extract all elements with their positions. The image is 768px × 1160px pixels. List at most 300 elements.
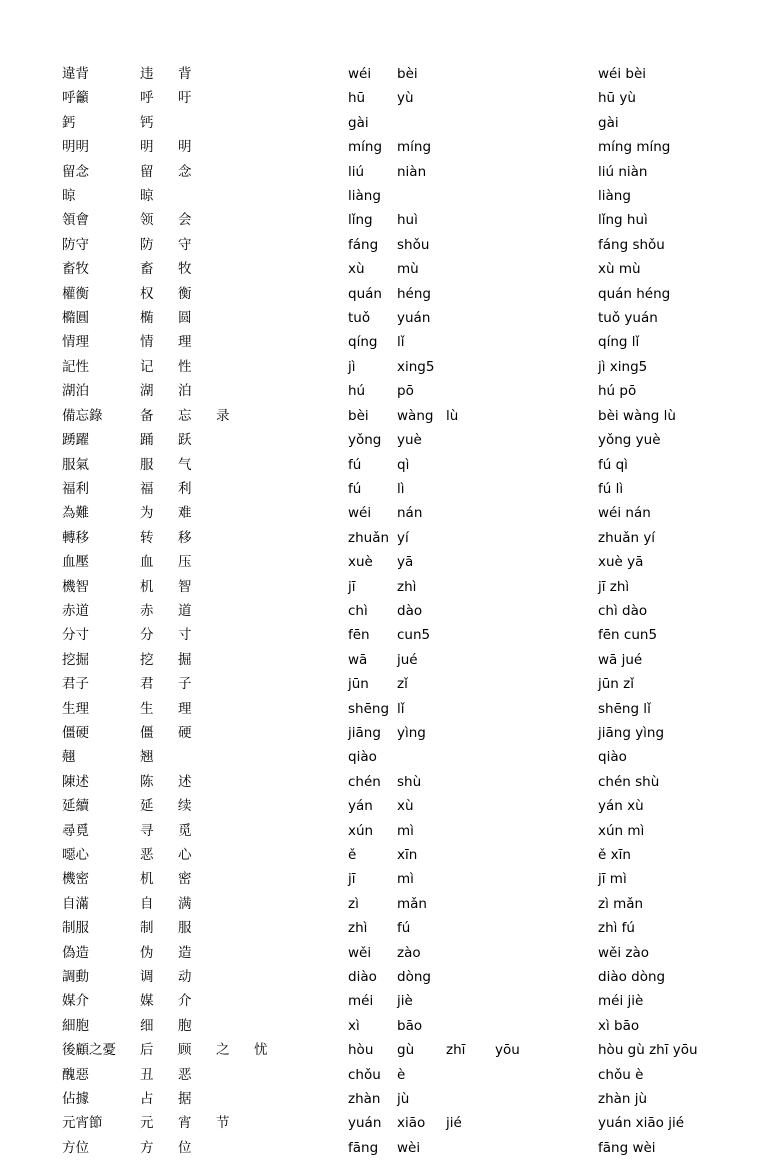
- syllable-pinyin: xing5: [397, 358, 435, 375]
- traditional-word: 湖泊: [62, 383, 89, 400]
- traditional-word: 橢圓: [62, 310, 89, 327]
- simplified-character: [254, 501, 292, 525]
- column-spacer: [292, 697, 348, 721]
- vocabulary-row: [62, 575, 768, 599]
- simplified-character: 圆: [178, 310, 192, 327]
- syllable-pinyin: [495, 306, 544, 330]
- simplified-character: 畜: [140, 261, 154, 278]
- simplified-character: [254, 404, 292, 428]
- syllable-pinyin: jiè: [397, 993, 413, 1010]
- syllable-pinyin: [446, 892, 495, 916]
- column-spacer: [292, 916, 348, 940]
- column-spacer: [292, 843, 348, 867]
- simplified-character: 录: [216, 407, 230, 424]
- syllable-pinyin: quán: [348, 285, 382, 302]
- syllable-pinyin: fēn: [348, 627, 370, 644]
- traditional-word: 生理: [62, 700, 89, 717]
- vocabulary-row: [62, 721, 768, 745]
- simplified-character: 媒: [140, 993, 154, 1010]
- column-spacer: [292, 1087, 348, 1111]
- simplified-character: [254, 770, 292, 794]
- simplified-character: 硬: [178, 724, 192, 741]
- traditional-word: 記性: [62, 358, 89, 375]
- syllable-pinyin: [446, 160, 495, 184]
- column-spacer: [544, 819, 598, 843]
- vocabulary-row: [62, 623, 768, 647]
- syllable-pinyin: [397, 111, 446, 135]
- simplified-character: 机: [140, 578, 154, 595]
- simplified-character: [254, 257, 292, 281]
- simplified-character: [254, 843, 292, 867]
- simplified-character: 转: [140, 529, 154, 546]
- simplified-character: 节: [216, 1115, 230, 1132]
- vocabulary-row: [62, 160, 768, 184]
- combined-pinyin: fáng shǒu: [598, 236, 665, 253]
- traditional-word: 領會: [62, 212, 89, 229]
- simplified-character: [254, 526, 292, 550]
- syllable-pinyin: yìng: [397, 724, 426, 741]
- simplified-character: [254, 819, 292, 843]
- syllable-pinyin: cun5: [397, 627, 431, 644]
- syllable-pinyin: jì: [348, 358, 356, 375]
- simplified-character: 生: [140, 700, 154, 717]
- syllable-pinyin: yù: [397, 90, 414, 107]
- syllable-pinyin: chǒu: [348, 1066, 381, 1083]
- column-spacer: [292, 892, 348, 916]
- simplified-character: [216, 111, 254, 135]
- syllable-pinyin: [446, 184, 495, 208]
- syllable-pinyin: niàn: [397, 163, 427, 180]
- syllable-pinyin: mì: [397, 871, 414, 888]
- syllable-pinyin: [495, 501, 544, 525]
- syllable-pinyin: [446, 111, 495, 135]
- syllable-pinyin: [446, 867, 495, 891]
- syllable-pinyin: [446, 794, 495, 818]
- combined-pinyin: jī mì: [598, 871, 627, 888]
- traditional-word: 君子: [62, 676, 89, 693]
- simplified-character: 道: [178, 602, 192, 619]
- syllable-pinyin: [446, 965, 495, 989]
- simplified-character: 性: [178, 358, 192, 375]
- vocabulary-row: [62, 648, 768, 672]
- syllable-pinyin: huì: [397, 212, 418, 229]
- combined-pinyin: chǒu è: [598, 1066, 644, 1083]
- column-spacer: [292, 501, 348, 525]
- traditional-word: 媒介: [62, 993, 89, 1010]
- simplified-character: [254, 1136, 292, 1160]
- column-spacer: [292, 1038, 348, 1062]
- simplified-character: 介: [178, 993, 192, 1010]
- simplified-character: [254, 623, 292, 647]
- vocabulary-row: [62, 941, 768, 965]
- syllable-pinyin: bāo: [397, 1017, 423, 1034]
- traditional-word: 血壓: [62, 554, 89, 571]
- vocabulary-row: [62, 745, 768, 769]
- syllable-pinyin: [397, 184, 446, 208]
- vocabulary-row: [62, 1111, 768, 1135]
- syllable-pinyin: è: [397, 1066, 406, 1083]
- combined-pinyin: jūn zǐ: [598, 676, 634, 693]
- column-spacer: [292, 184, 348, 208]
- combined-pinyin: yǒng yuè: [598, 432, 661, 449]
- combined-pinyin: quán héng: [598, 285, 671, 302]
- syllable-pinyin: hū: [348, 90, 366, 107]
- syllable-pinyin: [495, 379, 544, 403]
- vocabulary-row: [62, 770, 768, 794]
- combined-pinyin: xì bāo: [598, 1017, 640, 1034]
- syllable-pinyin: lǐng: [348, 212, 373, 229]
- simplified-character: 寸: [178, 627, 192, 644]
- simplified-character: [254, 208, 292, 232]
- syllable-pinyin: [495, 575, 544, 599]
- syllable-pinyin: [446, 86, 495, 110]
- simplified-character: [254, 1111, 292, 1135]
- traditional-word: 留念: [62, 163, 89, 180]
- column-spacer: [292, 623, 348, 647]
- simplified-character: [254, 697, 292, 721]
- syllable-pinyin: [495, 111, 544, 135]
- simplified-character: [216, 306, 254, 330]
- column-spacer: [544, 721, 598, 745]
- simplified-character: [254, 160, 292, 184]
- simplified-character: [254, 355, 292, 379]
- column-spacer: [292, 355, 348, 379]
- simplified-character: 智: [178, 578, 192, 595]
- column-spacer: [292, 550, 348, 574]
- syllable-pinyin: [495, 135, 544, 159]
- simplified-character: [254, 135, 292, 159]
- simplified-character: [216, 86, 254, 110]
- simplified-character: 气: [178, 456, 192, 473]
- column-spacer: [544, 257, 598, 281]
- combined-pinyin: jì xing5: [598, 358, 648, 375]
- syllable-pinyin: yán: [348, 798, 373, 815]
- vocabulary-row: [62, 233, 768, 257]
- column-spacer: [292, 453, 348, 477]
- simplified-character: 调: [140, 969, 154, 986]
- simplified-character: [254, 867, 292, 891]
- simplified-character: [216, 770, 254, 794]
- combined-pinyin: yuán xiāo jié: [598, 1115, 685, 1132]
- syllable-pinyin: [446, 257, 495, 281]
- traditional-word: 延續: [62, 798, 89, 815]
- simplified-character: 防: [140, 236, 154, 253]
- combined-pinyin: diào dòng: [598, 969, 666, 986]
- simplified-character: [216, 355, 254, 379]
- vocabulary-row: [62, 1038, 768, 1062]
- syllable-pinyin: chén: [348, 773, 381, 790]
- combined-pinyin: qíng lǐ: [598, 334, 640, 351]
- column-spacer: [544, 233, 598, 257]
- traditional-word: 自滿: [62, 895, 89, 912]
- syllable-pinyin: liàng: [348, 188, 381, 205]
- simplified-character: 造: [178, 944, 192, 961]
- syllable-pinyin: [495, 672, 544, 696]
- simplified-character: 机: [140, 871, 154, 888]
- simplified-character: [216, 208, 254, 232]
- column-spacer: [544, 965, 598, 989]
- traditional-word: 陳述: [62, 773, 89, 790]
- traditional-word: 制服: [62, 920, 89, 937]
- simplified-character: [216, 1063, 254, 1087]
- simplified-character: [216, 282, 254, 306]
- simplified-character: [216, 330, 254, 354]
- syllable-pinyin: héng: [397, 285, 431, 302]
- syllable-pinyin: zào: [397, 944, 421, 961]
- simplified-character: 细: [140, 1017, 154, 1034]
- simplified-character: 恶: [140, 847, 154, 863]
- simplified-character: [254, 550, 292, 574]
- syllable-pinyin: [446, 1014, 495, 1038]
- simplified-character: 念: [178, 163, 192, 180]
- simplified-character: [216, 233, 254, 257]
- combined-pinyin: míng míng: [598, 139, 671, 156]
- simplified-character: [254, 1014, 292, 1038]
- combined-pinyin: fēn cun5: [598, 627, 658, 644]
- vocabulary-row: [62, 526, 768, 550]
- vocabulary-row: [62, 1136, 768, 1160]
- column-spacer: [292, 575, 348, 599]
- simplified-character: [254, 477, 292, 501]
- syllable-pinyin: yuán: [397, 310, 431, 327]
- simplified-character: [254, 892, 292, 916]
- syllable-pinyin: [446, 1063, 495, 1087]
- traditional-word: 噁心: [62, 847, 89, 863]
- vocabulary-row: [62, 1087, 768, 1111]
- combined-pinyin: wéi bèi: [598, 66, 647, 82]
- traditional-word: 權衡: [62, 285, 89, 302]
- column-spacer: [544, 843, 598, 867]
- simplified-character: [216, 745, 254, 769]
- combined-pinyin: tuǒ yuán: [598, 310, 658, 327]
- simplified-character: 陈: [140, 773, 154, 790]
- simplified-character: 背: [178, 66, 192, 82]
- syllable-pinyin: yōu: [495, 1042, 520, 1059]
- simplified-character: 踊: [140, 432, 154, 449]
- syllable-pinyin: [495, 745, 544, 769]
- simplified-character: 恶: [178, 1066, 192, 1083]
- simplified-character: 违: [140, 66, 154, 82]
- syllable-pinyin: [446, 282, 495, 306]
- column-spacer: [544, 1038, 598, 1062]
- vocabulary-row: [62, 404, 768, 428]
- vocabulary-row: [62, 86, 768, 110]
- syllable-pinyin: [495, 941, 544, 965]
- syllable-pinyin: [495, 160, 544, 184]
- vocabulary-table: [62, 62, 768, 1160]
- syllable-pinyin: xù: [348, 261, 365, 278]
- combined-pinyin: jī zhì: [598, 578, 630, 595]
- simplified-character: [216, 867, 254, 891]
- syllable-pinyin: yǒng: [348, 432, 382, 449]
- traditional-word: 佔據: [62, 1091, 89, 1108]
- syllable-pinyin: méi: [348, 993, 374, 1010]
- column-spacer: [544, 208, 598, 232]
- simplified-character: 占: [140, 1091, 154, 1108]
- combined-pinyin: fāng wèi: [598, 1139, 656, 1156]
- simplified-character: [216, 1014, 254, 1038]
- syllable-pinyin: diào: [348, 969, 377, 986]
- traditional-word: 違背: [62, 66, 89, 82]
- traditional-word: 機密: [62, 871, 89, 888]
- simplified-character: 延: [140, 798, 154, 815]
- syllable-pinyin: jué: [397, 651, 418, 668]
- simplified-character: [254, 62, 292, 86]
- syllable-pinyin: jié: [446, 1115, 462, 1132]
- syllable-pinyin: fāng: [348, 1139, 379, 1156]
- syllable-pinyin: liú: [348, 163, 365, 180]
- syllable-pinyin: [495, 770, 544, 794]
- syllable-pinyin: dào: [397, 602, 423, 619]
- syllable-pinyin: [446, 721, 495, 745]
- syllable-pinyin: fáng: [348, 236, 379, 253]
- syllable-pinyin: zhì: [348, 920, 368, 937]
- combined-pinyin: qiào: [598, 749, 627, 766]
- column-spacer: [544, 599, 598, 623]
- column-spacer: [292, 111, 348, 135]
- combined-pinyin: chì dào: [598, 602, 648, 619]
- syllable-pinyin: [495, 965, 544, 989]
- syllable-pinyin: [495, 233, 544, 257]
- column-spacer: [544, 160, 598, 184]
- combined-pinyin: zhì fú: [598, 920, 635, 937]
- syllable-pinyin: [446, 306, 495, 330]
- traditional-word: 為難: [62, 505, 89, 522]
- column-spacer: [292, 257, 348, 281]
- simplified-character: [254, 745, 292, 769]
- simplified-character: [254, 599, 292, 623]
- column-spacer: [544, 184, 598, 208]
- traditional-word: 調動: [62, 969, 89, 986]
- simplified-character: [216, 160, 254, 184]
- combined-pinyin: bèi wàng lù: [598, 407, 676, 424]
- column-spacer: [544, 648, 598, 672]
- traditional-word: 呼籲: [62, 90, 89, 107]
- vocabulary-row: [62, 843, 768, 867]
- syllable-pinyin: [495, 648, 544, 672]
- syllable-pinyin: [495, 867, 544, 891]
- traditional-word: 後顧之憂: [62, 1042, 116, 1059]
- combined-pinyin: zì mǎn: [598, 895, 644, 912]
- syllable-pinyin: [446, 599, 495, 623]
- column-spacer: [544, 526, 598, 550]
- column-spacer: [292, 745, 348, 769]
- simplified-character: 会: [178, 212, 192, 229]
- syllable-pinyin: [495, 184, 544, 208]
- syllable-pinyin: [495, 477, 544, 501]
- syllable-pinyin: fú: [397, 920, 411, 937]
- combined-pinyin: lǐng huì: [598, 212, 648, 229]
- vocabulary-row: [62, 599, 768, 623]
- combined-pinyin: zhàn jù: [598, 1091, 648, 1108]
- syllable-pinyin: lǐ: [397, 700, 405, 717]
- traditional-word: 機智: [62, 578, 89, 595]
- syllable-pinyin: [495, 257, 544, 281]
- simplified-character: [254, 672, 292, 696]
- simplified-character: 觅: [178, 822, 192, 839]
- syllable-pinyin: zǐ: [397, 676, 408, 693]
- simplified-character: [254, 1063, 292, 1087]
- simplified-character: 僵: [140, 724, 154, 741]
- column-spacer: [292, 867, 348, 891]
- syllable-pinyin: jī: [348, 578, 356, 595]
- combined-pinyin: hū yù: [598, 90, 636, 107]
- vocabulary-row: [62, 916, 768, 940]
- simplified-character: 钙: [140, 114, 154, 131]
- simplified-character: [216, 941, 254, 965]
- column-spacer: [544, 428, 598, 452]
- syllable-pinyin: wèi: [397, 1139, 421, 1156]
- syllable-pinyin: [446, 550, 495, 574]
- vocabulary-row: [62, 672, 768, 696]
- simplified-character: 翘: [140, 749, 154, 766]
- vocabulary-row: [62, 330, 768, 354]
- simplified-character: 忘: [178, 407, 192, 424]
- vocabulary-row: [62, 257, 768, 281]
- syllable-pinyin: lǐ: [397, 334, 405, 351]
- syllable-pinyin: jī: [348, 871, 356, 888]
- syllable-pinyin: zhàn: [348, 1091, 381, 1108]
- simplified-character: 吁: [178, 90, 192, 107]
- syllable-pinyin: míng: [348, 139, 383, 156]
- column-spacer: [544, 575, 598, 599]
- simplified-character: [254, 794, 292, 818]
- vocabulary-table-body: [62, 62, 768, 1160]
- simplified-character: [216, 599, 254, 623]
- simplified-character: [254, 428, 292, 452]
- traditional-word: 醜惡: [62, 1066, 89, 1083]
- traditional-word: 防守: [62, 236, 89, 253]
- simplified-character: 移: [178, 529, 192, 546]
- vocabulary-row: [62, 794, 768, 818]
- syllable-pinyin: [495, 550, 544, 574]
- vocabulary-row: [62, 477, 768, 501]
- simplified-character: 顾: [178, 1042, 192, 1059]
- traditional-word: 明明: [62, 139, 89, 156]
- traditional-word: 赤道: [62, 602, 89, 619]
- syllable-pinyin: [446, 208, 495, 232]
- vocabulary-row: [62, 501, 768, 525]
- simplified-character: 述: [178, 773, 192, 790]
- traditional-word: 尋覓: [62, 822, 89, 839]
- column-spacer: [292, 599, 348, 623]
- combined-pinyin: liú niàn: [598, 163, 648, 180]
- syllable-pinyin: zhī: [446, 1042, 466, 1059]
- column-spacer: [292, 1136, 348, 1160]
- traditional-word: 元宵節: [62, 1115, 103, 1132]
- simplified-character: [216, 697, 254, 721]
- column-spacer: [544, 745, 598, 769]
- column-spacer: [292, 1063, 348, 1087]
- syllable-pinyin: pō: [397, 383, 414, 400]
- simplified-character: [216, 477, 254, 501]
- column-spacer: [544, 916, 598, 940]
- syllable-pinyin: [446, 135, 495, 159]
- syllable-pinyin: nán: [397, 505, 423, 522]
- simplified-character: 服: [178, 920, 192, 937]
- syllable-pinyin: mǎn: [397, 895, 427, 912]
- combined-pinyin: méi jiè: [598, 993, 644, 1010]
- syllable-pinyin: [495, 1087, 544, 1111]
- simplified-character: 续: [178, 798, 192, 815]
- vocabulary-row: [62, 892, 768, 916]
- simplified-character: [216, 794, 254, 818]
- column-spacer: [544, 330, 598, 354]
- vocabulary-row: [62, 379, 768, 403]
- simplified-character: [254, 721, 292, 745]
- vocabulary-row: [62, 819, 768, 843]
- syllable-pinyin: xīn: [397, 847, 418, 863]
